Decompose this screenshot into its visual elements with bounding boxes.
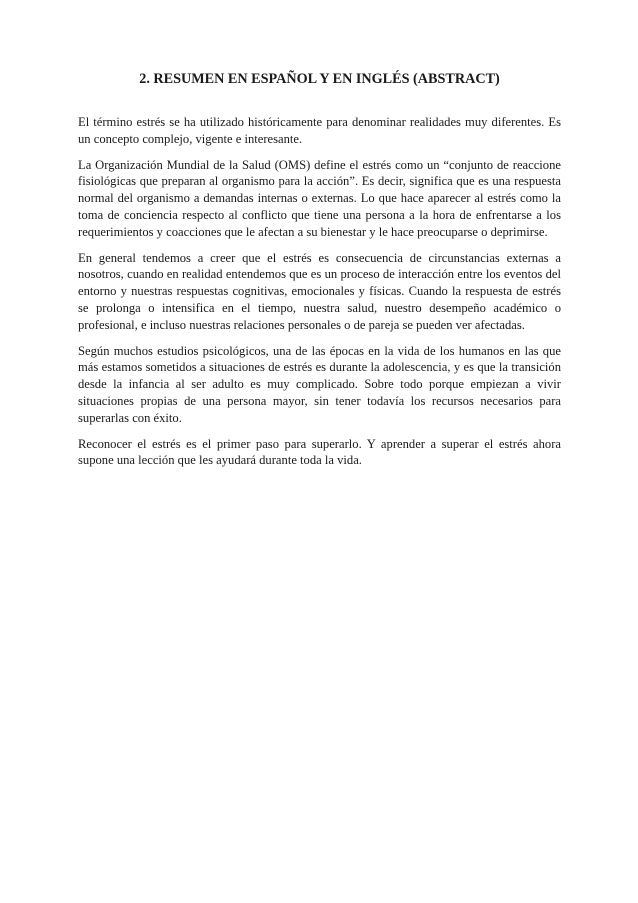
paragraph-2: La Organización Mundial de la Salud (OMS) define el estrés como un “conjunto de reaccione fisiológicas que preparan al organismo para la acción”. Es decir, significa que es una respuesta normal del organismo a demandas internas o externas. Lo que hace aparecer al estrés como la toma de conciencia respecto al conflicto que tiene una persona a la hora de enfrentarse a los requerimientos y coacciones que le afectan a su bienestar y le hace preocuparse o deprimirse. <box>78 157 561 239</box>
section-heading: 2. RESUMEN EN ESPAÑOL Y EN INGLÉS (ABSTRACT) <box>139 71 500 87</box>
paragraph-3: En general tendemos a creer que el estrés es consecuencia de circunstancias externas a nosotros, cuando en realidad entendemos que es un proceso de interacción entre los eventos del entorno y nuestras respuestas cognitivas, emocionales y físicas. Cuando la respuesta de estrés se prolonga o intensifica en el tiempo, nuestra salud, nuestro desempeño académico o profesional, e incluso nuestras relaciones personales o de pareja se pueden ver afectadas. <box>78 250 561 332</box>
paragraph-4: Según muchos estudios psicológicos, una de las épocas en la vida de los humanos en las que más estamos sometidos a situaciones de estrés es durante la adolescencia, y es que la transición desde la infancia al ser adulto es muy complicado. Sobre todo porque empiezan a vivir situaciones propias de una persona mayor, sin tener todavía los recursos necesarios para superarlas con éxito. <box>78 343 561 425</box>
paragraph-1: El término estrés se ha utilizado históricamente para denominar realidades muy diferentes. Es un concepto complejo, vigente e interesante. <box>78 115 561 146</box>
document-page <box>78 70 561 478</box>
paragraph-5: Reconocer el estrés es el primer paso para superarlo. Y aprender a superar el estrés ahora supone una lección que les ayudará durante toda la vida. <box>78 436 561 468</box>
